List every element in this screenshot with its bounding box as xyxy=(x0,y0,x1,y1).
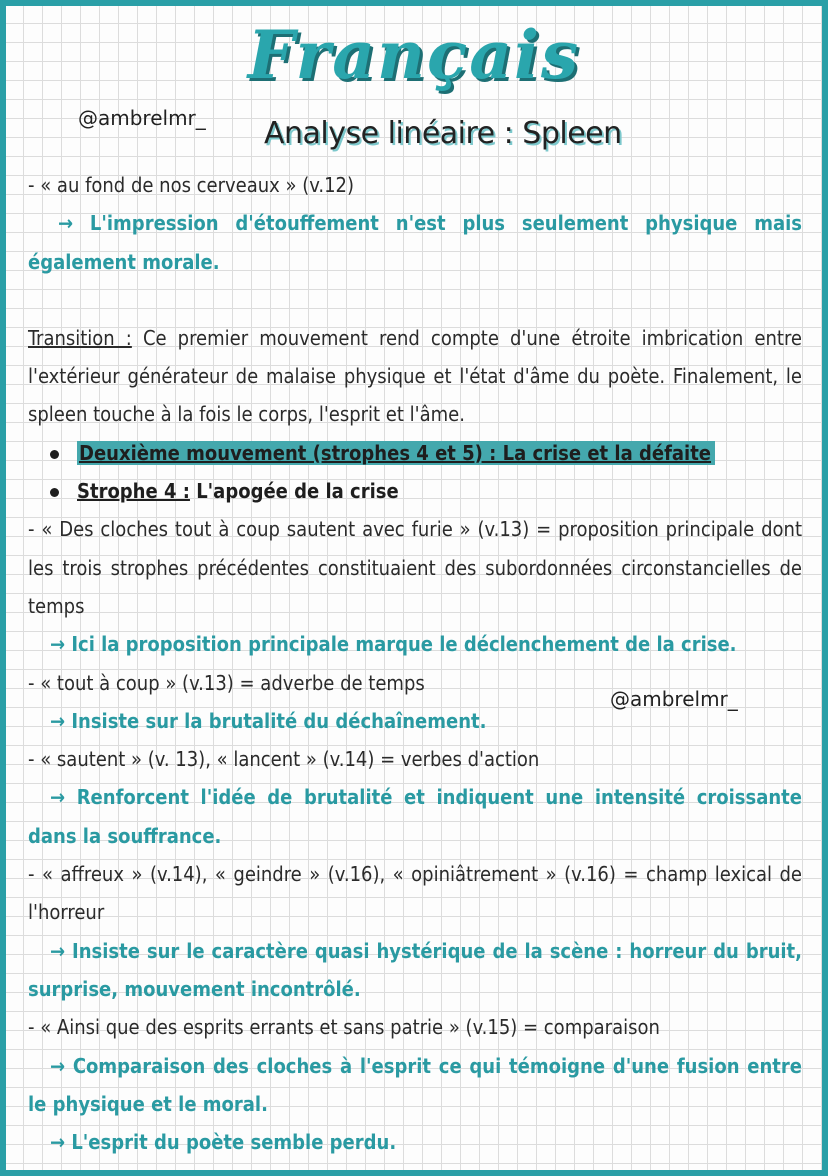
analysis-line: → Insiste sur le caractère quasi hystérique de la scène : horreur du bruit, surprise, mouvement incontrôlé. xyxy=(28,938,802,1001)
bullet-dot-icon xyxy=(50,488,59,497)
quote-line: - « Des cloches tout à coup sautent avec furie » (v.13) = proposition principale dont les trois strophes précédentes constituaient des subordonnées circonstancielles de temps xyxy=(28,517,802,618)
analysis-line: → Ici la proposition principale marque le déclenchement de la crise. xyxy=(50,632,737,657)
subsection-label: Strophe 4 : xyxy=(77,479,190,504)
bullet-dot-icon xyxy=(50,450,59,459)
quote-line: - « tout à coup » (v.13) = adverbe de temps xyxy=(28,670,425,695)
quote-line: - « affreux » (v.14), « geindre » (v.16), « opiniâtrement » (v.16) = champ lexical de l'horreur xyxy=(28,862,802,925)
transition-label: Transition : xyxy=(28,325,132,350)
subsection-heading-bullet xyxy=(28,472,802,510)
section-heading: Deuxième mouvement (strophes 4 et 5) : La crise et la défaite xyxy=(77,441,715,465)
subsection-title: L'apogée de la crise xyxy=(189,479,399,504)
spacer xyxy=(28,281,802,319)
analysis-line: → L'esprit du poète semble perdu. xyxy=(50,1130,397,1155)
author-handle-top: @ambrelmr_ xyxy=(78,106,206,130)
transition-paragraph xyxy=(28,319,802,434)
page-subtitle: Analyse linéaire : Spleen xyxy=(264,116,622,151)
transition-text: Ce premier mouvement rend compte d'une étroite imbrication entre l'extérieur générateur de malaise physique et l'état d'âme du poète. Finalement, le spleen touche à la fois le corps, l'esprit et l'âme. xyxy=(28,325,802,427)
analysis-line: → L'impression d'étouffement n'est plus seulement physique mais également morale. xyxy=(28,211,802,274)
author-handle-mid: @ambrelmr_ xyxy=(610,687,738,711)
section-heading-bullet xyxy=(28,434,802,472)
quote-line: - « Ainsi que des esprits errants et sans patrie » (v.15) = comparaison xyxy=(28,1015,660,1040)
quote-line: - « sautent » (v. 13), « lancent » (v.14) = verbes d'action xyxy=(28,747,540,772)
analysis-line: → Renforcent l'idée de brutalité et indiquent une intensité croissante dans la souffrance. xyxy=(28,785,802,848)
page-title: Français xyxy=(247,16,581,94)
analysis-line: → Insiste sur la brutalité du déchaînement. xyxy=(50,708,487,733)
quote-line: - « au fond de nos cerveaux » (v.12) xyxy=(28,173,354,197)
notes-content xyxy=(28,166,802,1161)
analysis-line: → Comparaison des cloches à l'esprit ce qui témoigne d'une fusion entre le physique et le moral. xyxy=(28,1053,802,1116)
